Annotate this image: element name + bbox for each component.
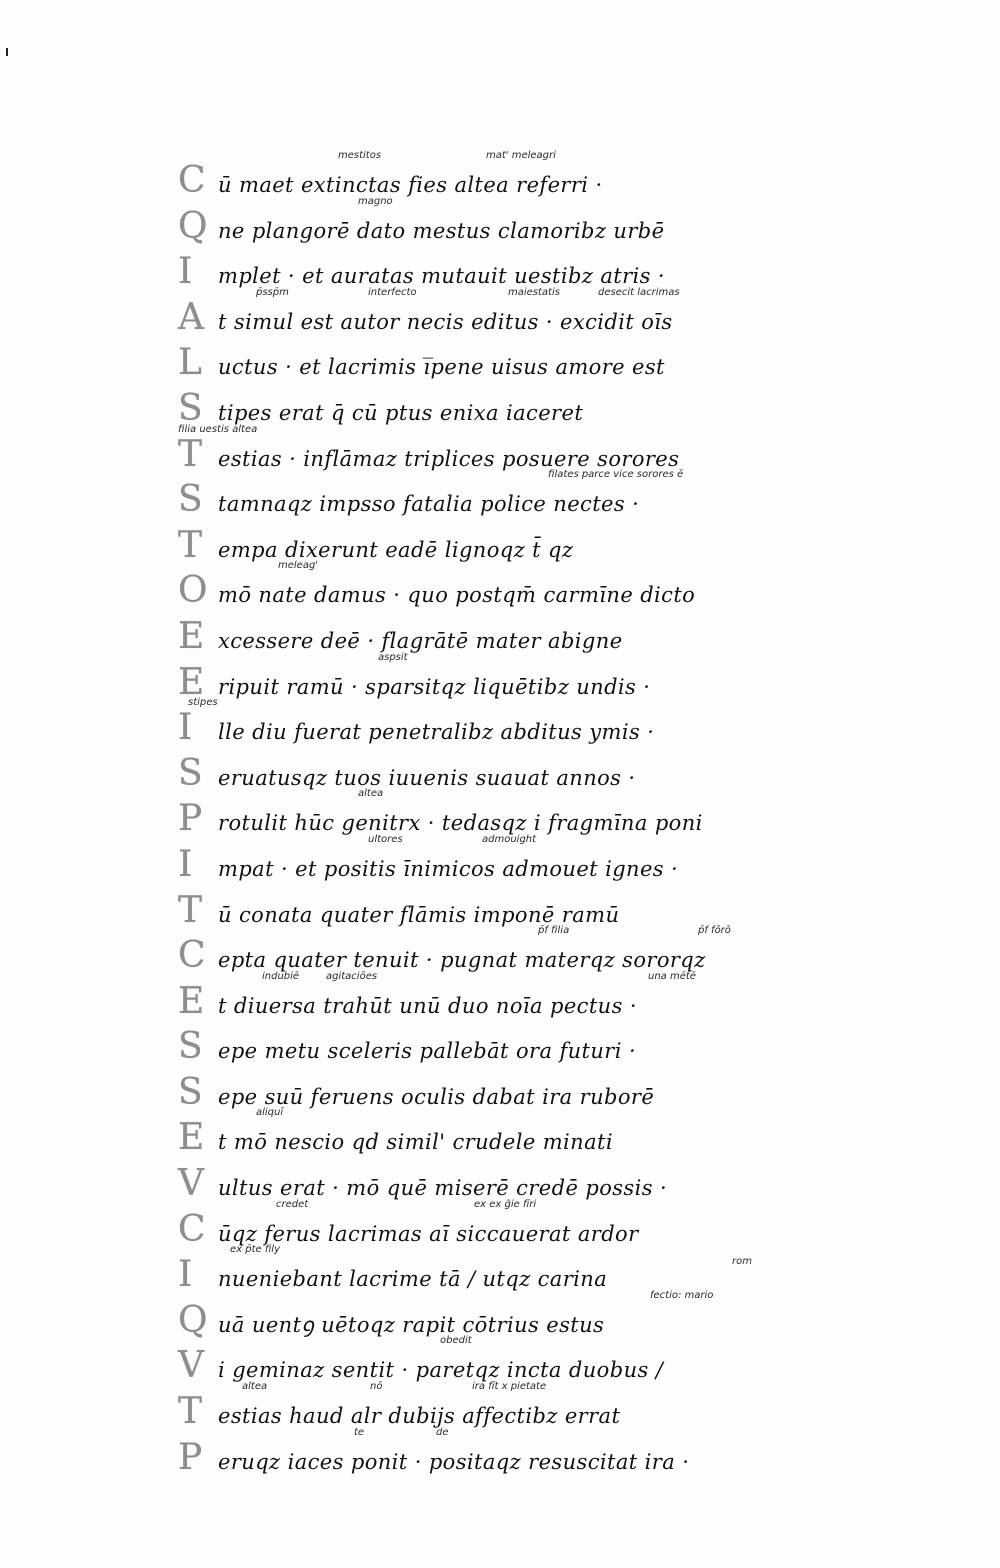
verse-row	[178, 1254, 608, 1296]
gloss-word: altea	[358, 788, 384, 800]
verse-text: uctus · et lacrimis i̅pene uisus amore est	[218, 355, 665, 380]
gloss-word: ex p̄te fily	[230, 1244, 281, 1256]
verse-line	[178, 332, 938, 384]
gloss-word: filates parce vice sorores ē	[548, 469, 684, 481]
verse-line	[178, 833, 938, 885]
acrostic-initial: Q	[178, 1299, 208, 1341]
acrostic-initial: L	[178, 342, 202, 384]
verse-text: estias haud alr dubijs affectibz errat	[218, 1404, 621, 1429]
gloss-word: credet	[276, 1198, 309, 1210]
verse-text: xcessere deē · flagrātē mater abigne	[218, 628, 623, 653]
margin-note: rom	[732, 1256, 752, 1267]
verse-text: eruatusqz tuos iuuenis suauat annos ·	[218, 765, 636, 790]
acrostic-initial: E	[178, 615, 205, 657]
acrostic-initial: E	[178, 1117, 205, 1159]
gloss-word: interfecto	[368, 286, 417, 298]
acrostic-initial: O	[178, 570, 208, 612]
acrostic-initial: V	[178, 1163, 204, 1205]
gloss-word: p̄ssp̄m	[256, 286, 289, 298]
gloss-word: una mētē	[648, 970, 696, 982]
acrostic-initial: T	[178, 889, 203, 931]
gloss-word: altea	[242, 1381, 268, 1393]
gloss-word: filia uestis altea	[178, 423, 258, 435]
gloss-word: obedit	[440, 1335, 472, 1347]
acrostic-initial: E	[178, 661, 205, 703]
gloss-word: desecit lacrimas	[598, 286, 680, 298]
verse-line	[178, 697, 938, 749]
verse-text: ūqz ferus lacrimas aī siccauerat ardor	[218, 1221, 639, 1246]
acrostic-initial: V	[178, 1345, 204, 1387]
gloss-word: fectio: mario	[650, 1289, 714, 1301]
verse-row	[178, 479, 640, 521]
acrostic-initial: T	[178, 433, 203, 475]
acrostic-initial: I	[178, 707, 193, 749]
acrostic-initial: C	[178, 935, 206, 977]
verse-text: nueniebant lacrime tā / utqz carina	[218, 1267, 608, 1292]
verse-text: ultus erat · mō quē miserē credē possis ·	[218, 1176, 668, 1201]
gloss-word: meleag'	[278, 560, 319, 572]
gloss-word: nō	[370, 1381, 383, 1393]
verse-text: eruqz iaces ponit · positaqz resuscitat ira ·	[218, 1449, 690, 1474]
acrostic-initial: T	[178, 524, 203, 566]
gloss-word: aspsit	[378, 651, 408, 663]
verse-line	[178, 970, 938, 1022]
gloss-word: p̄f fōrō	[698, 925, 731, 937]
gloss-word: ultores	[368, 833, 403, 845]
acrostic-initial: C	[178, 160, 206, 201]
verse-text: t simul est autor necis editus · excidit oīs	[218, 309, 673, 334]
acrostic-initial: S	[178, 479, 203, 521]
verse-text: epe metu sceleris pallebāt ora futuri ·	[218, 1039, 637, 1064]
gloss-word: ex ex g̃ie fīri	[474, 1198, 537, 1210]
gloss-word: stipes	[188, 697, 218, 709]
verse-line	[178, 1426, 938, 1478]
gloss-word: magno	[358, 195, 393, 207]
verse-line	[178, 1107, 938, 1159]
verse-row	[178, 980, 637, 1022]
acrostic-initial: I	[178, 843, 193, 885]
verse-row	[178, 570, 696, 612]
verse-row	[178, 707, 655, 749]
verse-text: mplet · et auratas mutauit uestibz atris ·	[218, 264, 665, 289]
verse-row	[178, 296, 673, 338]
verse-text: t diuersa trahūt unū duo noīa pectus ·	[218, 993, 637, 1018]
gloss-word: maiestatis	[508, 286, 560, 298]
acrostic-initial: C	[178, 1208, 206, 1250]
verse-row	[178, 1436, 690, 1478]
gloss-word: indubiē	[262, 970, 300, 982]
verse-text: i geminaz sentit · paretqz incta duobus /	[218, 1358, 664, 1383]
verse-row	[178, 843, 679, 885]
verse-text: ū conata quater flāmis imponē ramū	[218, 902, 620, 927]
gloss-word: de	[436, 1426, 449, 1438]
gloss-word: mestitos	[338, 150, 382, 161]
verse-text: epe suū feruens oculis dabat ira ruborē	[218, 1084, 655, 1109]
verse-text: lle diu fuerat penetralibz abditus ymis ·	[218, 720, 655, 745]
verse-text: ripuit ramū · sparsitqz liquētibz undis ·	[218, 674, 651, 699]
gloss-word: mat' meleagri	[486, 150, 556, 161]
acrostic-initial: I	[178, 251, 193, 293]
verse-text: uā uentꝯ uētoqz rapit cōtrius estus	[218, 1312, 605, 1337]
verse-text: rotulit hūc genitrx · tedasqz i fragmīna poni	[218, 811, 703, 836]
verse-row	[178, 205, 665, 247]
verse-text: estias · inflāmaz triplices posuere sorores	[218, 446, 680, 471]
acrostic-initial: P	[178, 798, 203, 840]
gloss-word: admouight	[482, 833, 537, 845]
acrostic-initial: S	[178, 1071, 203, 1113]
verse-text: ne plangorē dato mestus clamoribz urbē	[218, 218, 665, 243]
verse-text: mō nate damus · quo postqm̄ carmīne dicto	[218, 583, 696, 608]
verse-text: epta quater tenuit · pugnat materqz sororqz	[218, 948, 706, 973]
verse-row	[178, 1117, 613, 1159]
verse-line	[178, 560, 938, 612]
verse-text: mpat · et positis īnimicos admouet ignes ·	[218, 856, 679, 881]
gloss-word: ira fīt x pietate	[472, 1381, 547, 1393]
acrostic-initial: A	[178, 296, 204, 338]
verse-text: tipes erat q̄ cū ptus enixa iaceret	[218, 400, 584, 425]
verse-row	[178, 1026, 637, 1068]
verse-row	[178, 342, 665, 384]
gloss-word: aliquī	[256, 1107, 284, 1119]
acrostic-initial: T	[178, 1391, 203, 1433]
verse-text: t mō nescio qd simil' crudele minati	[218, 1130, 613, 1155]
verse-text: tamnaqz impsso fatalia police nectes ·	[218, 492, 640, 517]
ink-speck	[6, 48, 8, 56]
verse-text: ū maet extinctas fies altea referri ·	[218, 173, 603, 197]
acrostic-initial: S	[178, 387, 203, 429]
gloss-word: te	[354, 1426, 365, 1438]
verse-line	[178, 286, 938, 338]
acrostic-initial: E	[178, 980, 205, 1022]
acrostic-initial: P	[178, 1436, 203, 1478]
verse-line	[178, 1016, 938, 1068]
gloss-word: agitaciōes	[326, 970, 378, 982]
verse-block	[178, 150, 938, 1478]
acrostic-initial: S	[178, 1026, 203, 1068]
verse-line	[178, 195, 938, 247]
acrostic-initial: S	[178, 752, 203, 794]
gloss-word: p̄f filia	[538, 925, 570, 937]
acrostic-initial: Q	[178, 205, 208, 247]
verse-row	[178, 433, 680, 475]
acrostic-initial: I	[178, 1254, 193, 1296]
verse-line	[178, 469, 938, 521]
verse-text: empa dixerunt eadē lignoqz t̄ qz	[218, 537, 574, 562]
